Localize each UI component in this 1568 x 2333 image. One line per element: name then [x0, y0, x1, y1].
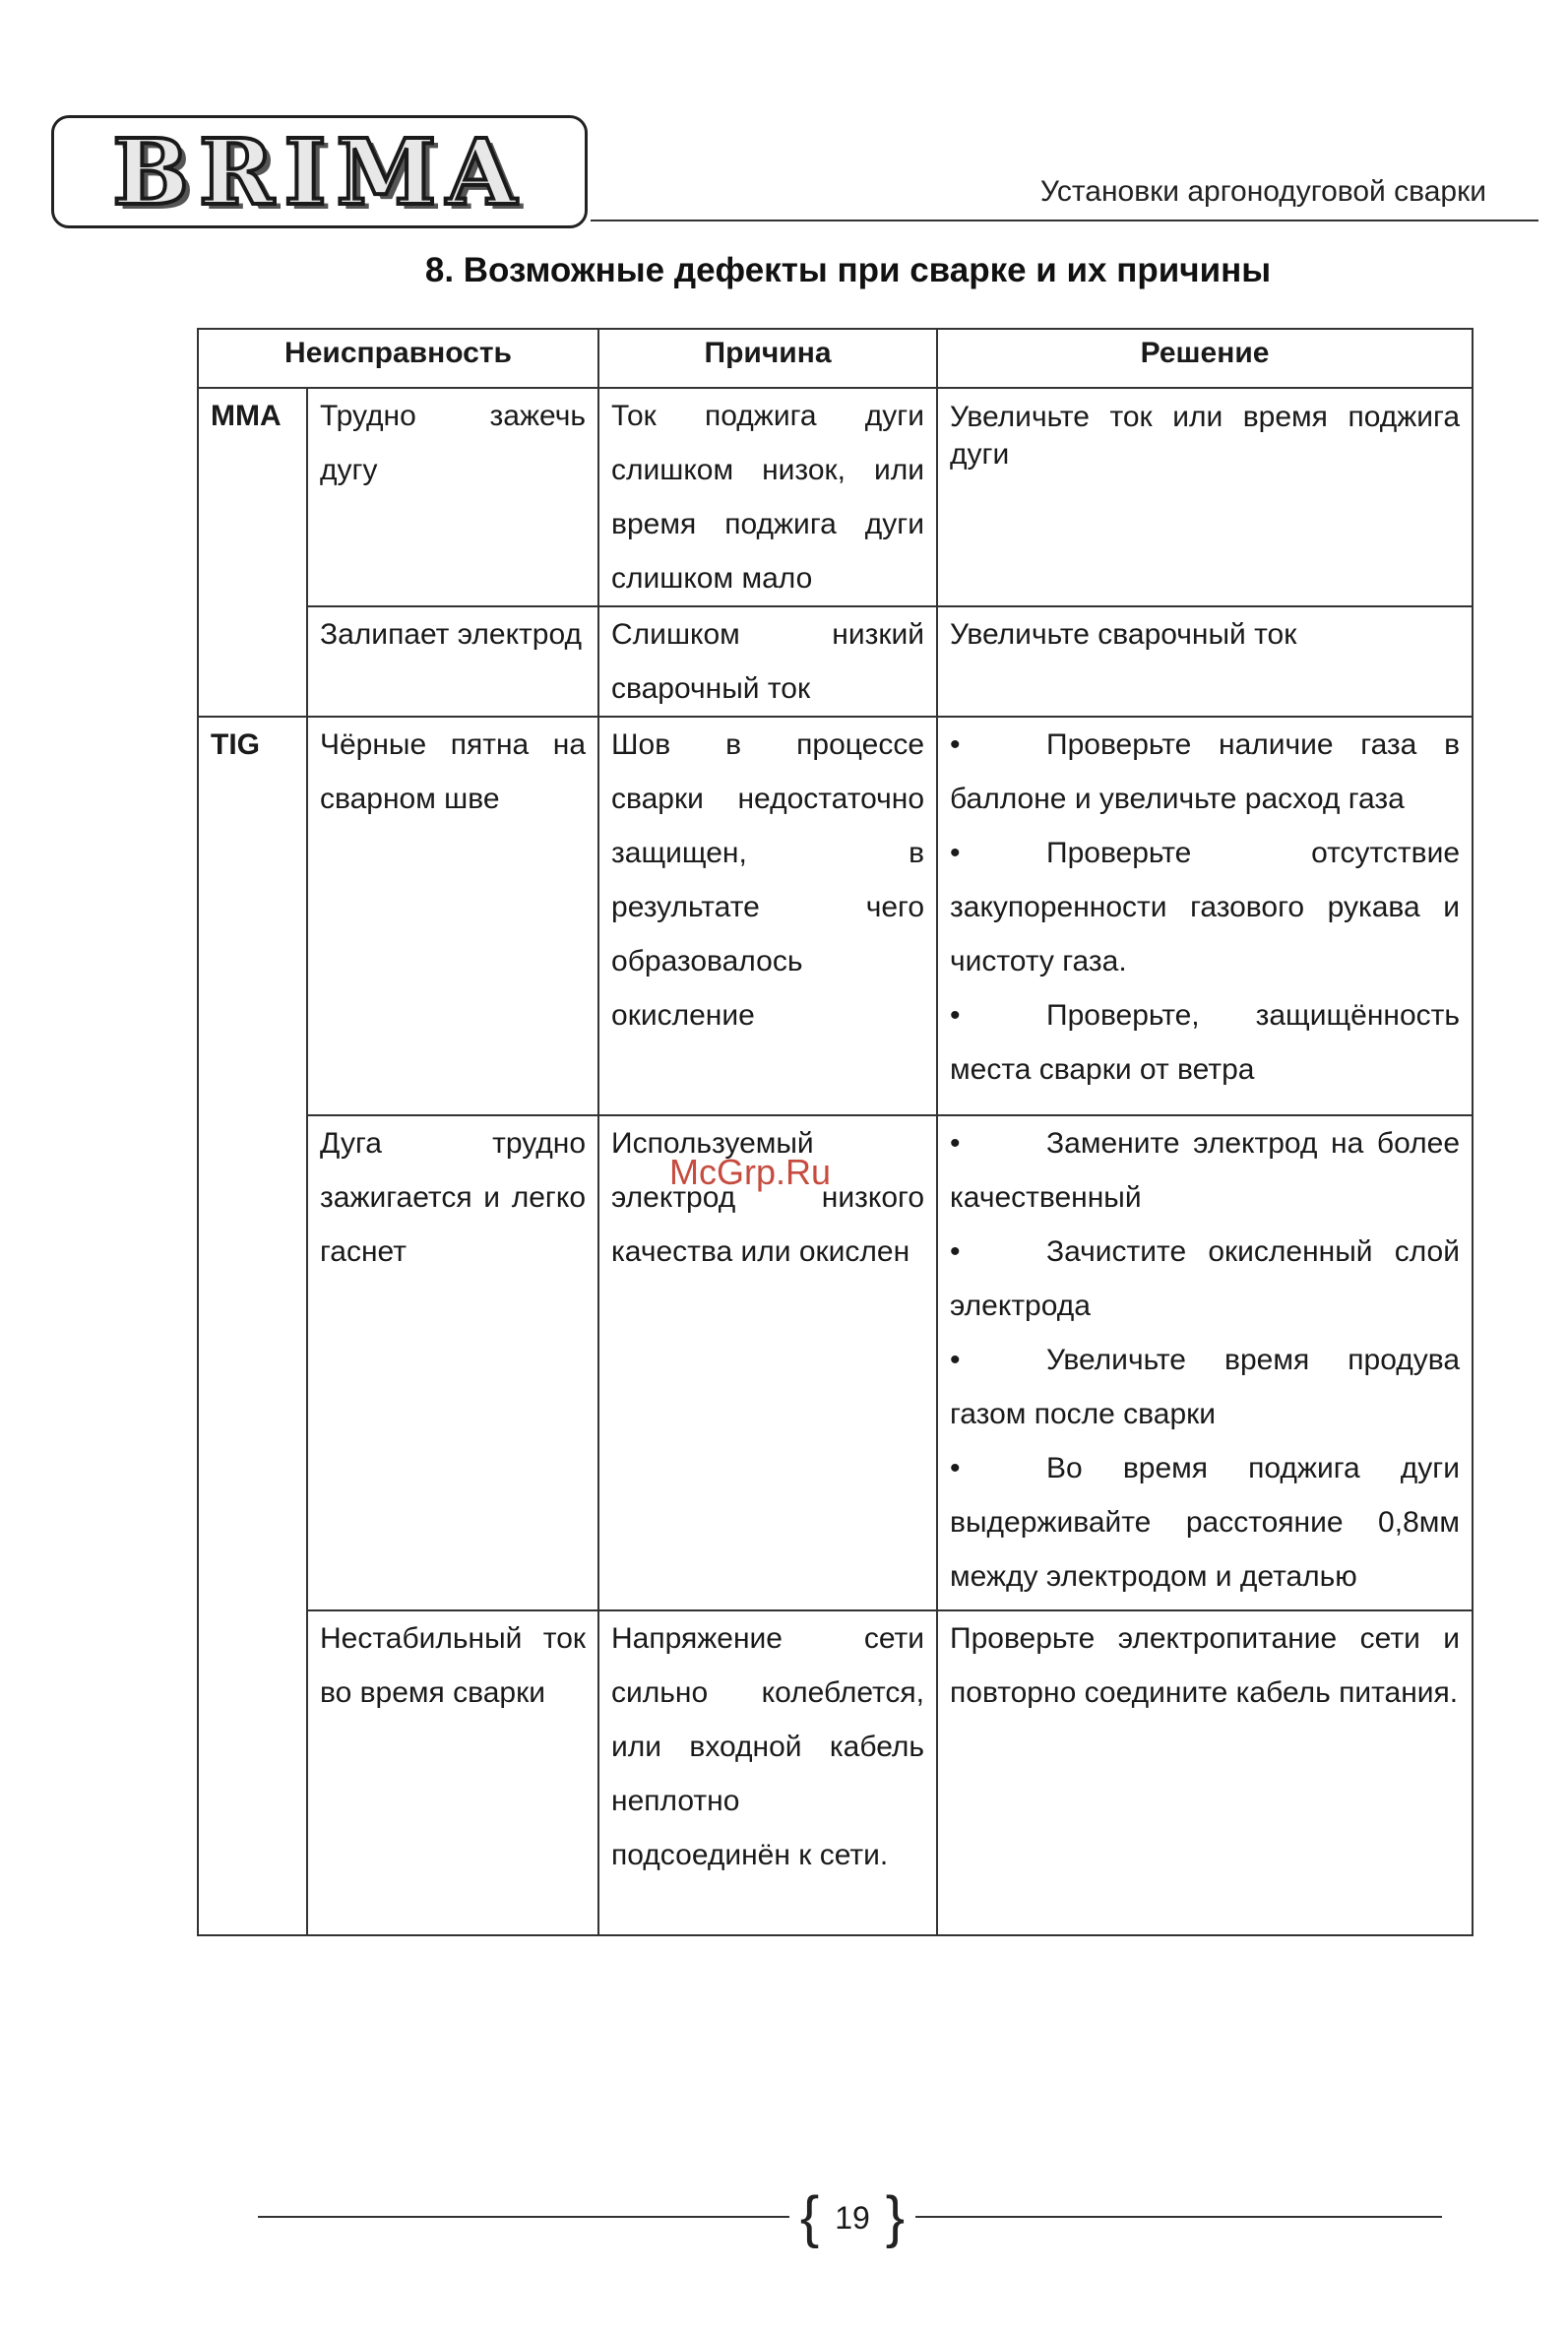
fault-cell: Залипает электрод — [307, 606, 598, 717]
solution-cell: Увеличьте сварочный ток — [937, 606, 1473, 717]
fault-cell: Дуга трудно зажигается и легко гаснет — [307, 1115, 598, 1610]
footer-divider-right — [915, 2216, 1442, 2218]
table-row — [198, 388, 1473, 606]
cause-cell: Шов в процессе сварки недостаточно защищен, в результате чего образовалось окисление — [598, 717, 937, 1115]
solution-item: • Во время поджига дуги выдерживайте расстояние 0,8мм между электродом и деталью — [950, 1441, 1460, 1604]
solution-item: • Проверьте отсутствие закупоренности газового рукава и чистоту газа. — [950, 826, 1460, 988]
cause-cell: Слишком низкий сварочный ток — [598, 606, 937, 717]
mode-cell-tig: TIG — [198, 717, 307, 1935]
cause-cell: Напряжение сети сильно колеблется, или входной кабель неплотно подсоединён к сети. — [598, 1610, 937, 1935]
header-divider — [591, 220, 1538, 221]
brace-right: } — [885, 2185, 906, 2249]
page-number: 19 — [835, 2199, 870, 2236]
solution-item: • Увеличьте время продува газом после сварки — [950, 1333, 1460, 1441]
watermark: McGrp.Ru — [669, 1152, 832, 1192]
solution-cell — [937, 717, 1473, 1115]
solution-item: • Зачистите окисленный слой электрода — [950, 1225, 1460, 1333]
table-row — [198, 717, 1473, 1115]
footer-divider-left — [258, 2216, 789, 2218]
bullet-icon: • — [950, 999, 961, 1032]
section-title: 8. Возможные дефекты при сварке и их причины — [424, 251, 1272, 289]
cause-cell: Используемый электрод низкого качества или окислен — [598, 1115, 937, 1610]
brace-left: { — [799, 2185, 820, 2249]
solution-cell: Проверьте электропитание сети и повторно соедините кабель питания. — [937, 1610, 1473, 1935]
table-row — [198, 606, 1473, 717]
header-solution: Решение — [937, 329, 1473, 388]
bullet-icon: • — [950, 1452, 961, 1484]
table-row — [198, 1115, 1473, 1610]
fault-cell: Трудно зажечь дугу — [307, 388, 598, 606]
bullet-icon: • — [950, 1344, 961, 1376]
table-row — [198, 1610, 1473, 1935]
page-number-block — [787, 2185, 917, 2249]
table-header-row — [198, 329, 1473, 388]
solution-item: • Замените электрод на более качественный — [950, 1116, 1460, 1225]
logo-text: BRIMA — [112, 118, 527, 225]
fault-cell: Нестабильный ток во время сварки — [307, 1610, 598, 1935]
solution-item: • Проверьте наличие газа в баллоне и увеличьте расход газа — [950, 718, 1460, 826]
solution-cell — [937, 1115, 1473, 1610]
cause-cell: Ток поджига дуги слишком низок, или время поджига дуги слишком мало — [598, 388, 937, 606]
solution-item: • Проверьте, защищённость места сварки от ветра — [950, 988, 1460, 1097]
solution-cell — [937, 388, 1473, 606]
bullet-icon: • — [950, 837, 961, 869]
header-cause: Причина — [598, 329, 937, 388]
document-title: Установки аргонодуговой сварки — [1039, 175, 1486, 208]
bullet-icon: • — [950, 1235, 961, 1268]
solution-text: Увеличьте ток или время поджига дуги — [950, 401, 1461, 471]
mode-cell-mma: MMA — [198, 388, 307, 717]
bullet-icon: • — [950, 728, 961, 761]
header-fault: Неисправность — [198, 329, 598, 388]
bullet-icon: • — [950, 1127, 961, 1160]
defects-table — [197, 328, 1474, 1936]
fault-cell: Чёрные пятна на сварном шве — [307, 717, 598, 1115]
brand-logo — [51, 115, 588, 228]
